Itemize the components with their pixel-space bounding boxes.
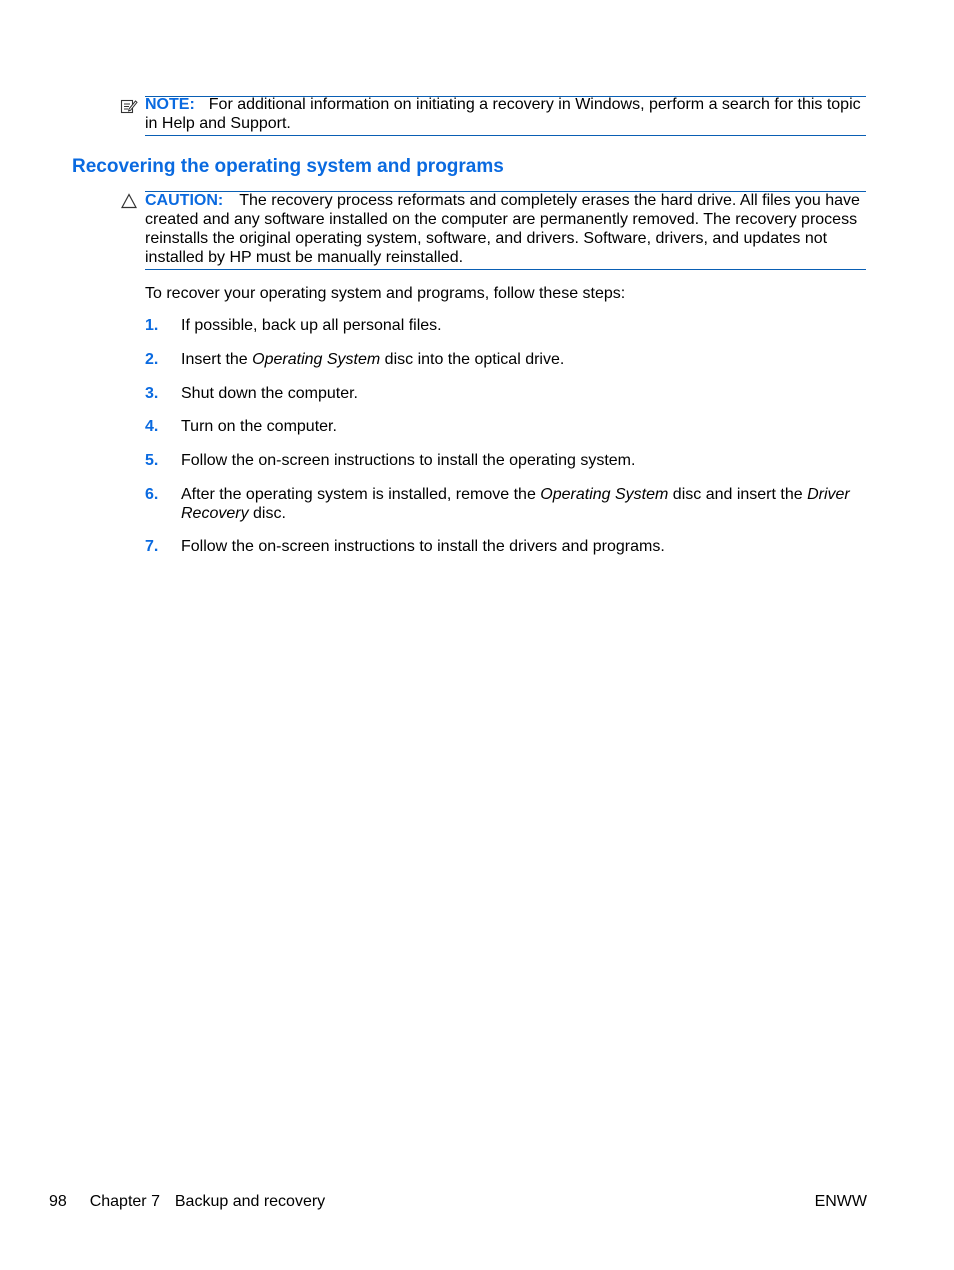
step-text-part: If possible, back up all personal files. <box>181 317 442 334</box>
step-text <box>181 485 867 523</box>
intro-text: To recover your operating system and programs, follow these steps: <box>145 285 626 302</box>
step-emphasis: Operating System <box>252 351 381 368</box>
step-number: 5. <box>145 452 159 469</box>
step-text-part: Follow the on-screen instructions to install the operating system. <box>181 452 636 469</box>
step-text <box>181 384 867 403</box>
page-footer <box>49 1192 325 1211</box>
note-paragraph <box>145 95 867 133</box>
step-number: 3. <box>145 385 159 402</box>
note-label: NOTE: <box>145 96 195 113</box>
note-bottom-rule <box>145 135 866 136</box>
step-text-part: disc and insert the <box>668 486 808 503</box>
step-text <box>181 417 867 436</box>
footer-locale: ENWW <box>814 1193 867 1210</box>
step-text-part: Insert the <box>181 351 253 368</box>
step-number: 4. <box>145 418 159 435</box>
step-number: 7. <box>145 538 159 555</box>
step-text-part: Follow the on-screen instructions to install the drivers and programs. <box>181 538 665 555</box>
note-text: For additional information on initiating a recovery in Windows, perform a search for this topic in Help and Support. <box>145 96 861 132</box>
step-emphasis: Driver Recovery <box>181 486 850 522</box>
step-text-part: Turn on the computer. <box>181 418 337 435</box>
footer-chapter-title: Backup and recovery <box>174 1193 326 1210</box>
section-heading: Recovering the operating system and programs <box>72 156 504 177</box>
step-text <box>181 316 867 335</box>
caution-triangle-icon <box>121 193 137 209</box>
step-text-part: After the operating system is installed, remove the <box>181 486 541 503</box>
step-text <box>181 537 867 556</box>
step-text <box>181 451 867 470</box>
caution-label: CAUTION: <box>145 192 224 209</box>
page-number: 98 <box>49 1193 67 1210</box>
step-number: 2. <box>145 351 159 368</box>
step-text-part: Shut down the computer. <box>181 385 358 402</box>
note-icon <box>120 97 138 115</box>
caution-text: The recovery process reformats and completely erases the hard drive. All files you have created and any software installed on the computer are permanently removed. The recovery process reinstalls the original operating system, software, and drivers. Software, drivers, and updates not installed by HP must be manually reinstalled. <box>145 192 860 266</box>
step-number: 1. <box>145 317 159 334</box>
step-text-part: disc into the optical drive. <box>380 351 565 368</box>
caution-paragraph <box>145 191 867 267</box>
footer-chapter: Chapter 7 <box>89 1193 160 1210</box>
step-text <box>181 350 867 369</box>
step-emphasis: Operating System <box>540 486 669 503</box>
step-text-part: disc. <box>248 505 286 522</box>
step-number: 6. <box>145 486 159 503</box>
caution-bottom-rule <box>145 269 866 270</box>
